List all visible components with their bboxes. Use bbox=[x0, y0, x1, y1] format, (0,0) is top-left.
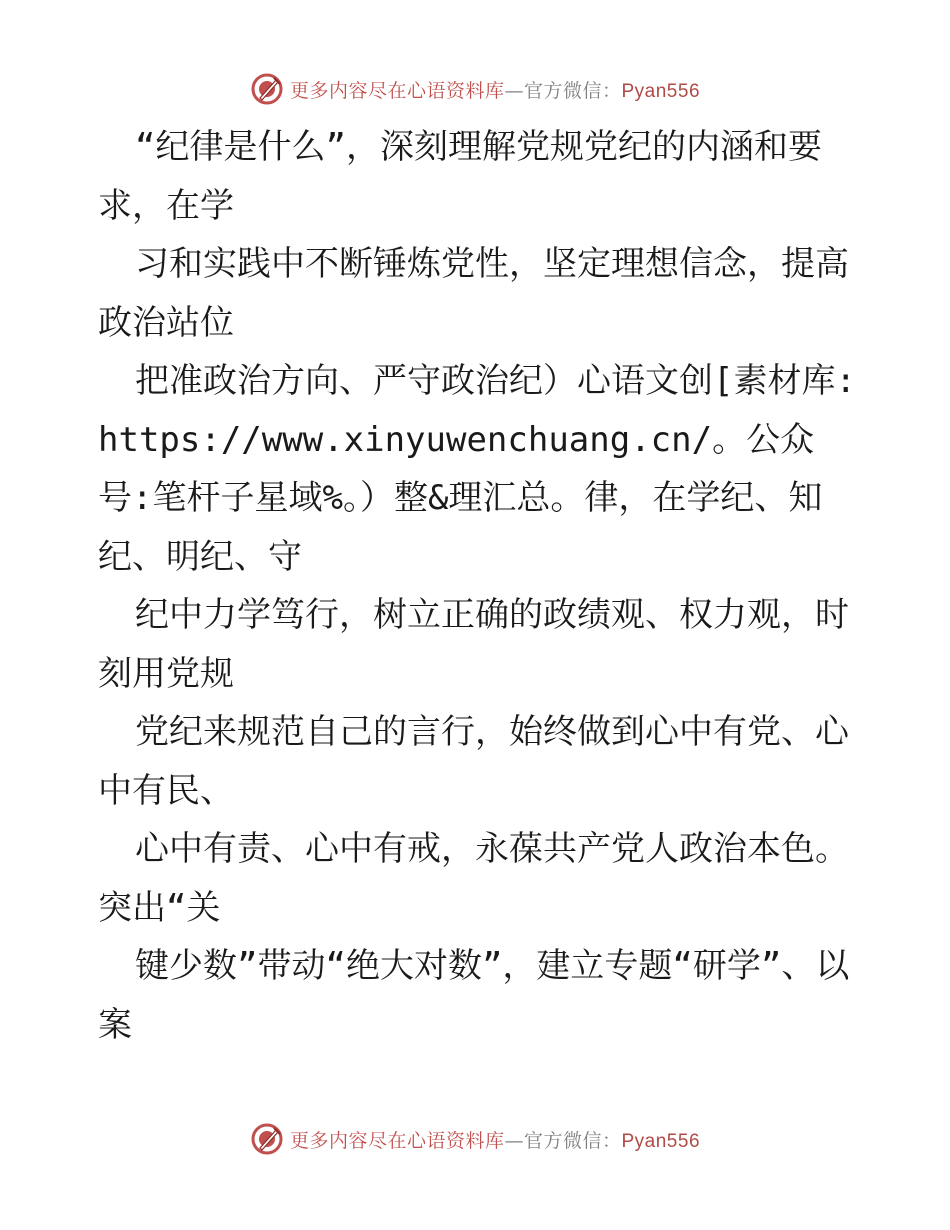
footer-brand-text: 更多内容尽在心语资料库 bbox=[289, 1129, 505, 1152]
footer-banner-text bbox=[290, 1126, 700, 1153]
paragraph-2: 习和实践中不断锤炼党性，坚定理想信念，提高政治站位 bbox=[98, 244, 849, 343]
page-header-banner bbox=[0, 72, 950, 106]
header-brand-text: 更多内容尽在心语资料库 bbox=[289, 79, 505, 102]
page-footer-banner bbox=[0, 1122, 950, 1156]
paragraph-4: 纪中力学笃行，树立正确的政绩观、权力观，时刻用党规 bbox=[98, 595, 849, 694]
footer-dash: — bbox=[504, 1129, 524, 1152]
paragraph-5: 党纪来规范自己的言行，始终做到心中有党、心中有民、 bbox=[98, 712, 849, 811]
header-dash: — bbox=[504, 79, 524, 102]
header-wechat-label: 官方微信： bbox=[523, 79, 622, 102]
brand-logo-icon bbox=[250, 72, 284, 106]
footer-wechat-id: Pyan556 bbox=[621, 1130, 701, 1152]
footer-wechat-label: 官方微信： bbox=[523, 1129, 622, 1152]
header-wechat-id: Pyan556 bbox=[621, 80, 701, 102]
paragraph-1: “纪律是什么”，深刻理解党规党纪的内涵和要求，在学 bbox=[98, 127, 822, 226]
paragraph-6: 心中有责、心中有戒，永葆共产党人政治本色。突出“关 bbox=[98, 829, 849, 928]
document-body bbox=[98, 118, 877, 1054]
paragraph-3: 把准政治方向、严守政治纪）心语文创[素材库: https://www.xinyuwenchuang.cn/。公众号:笔杆子星域%。）整&理汇总。律，在学纪、知纪、明纪、守 bbox=[98, 361, 877, 577]
paragraph-7: 键少数”带动“绝大对数”，建立专题“研学”、以案 bbox=[98, 946, 850, 1045]
header-banner-text bbox=[290, 76, 700, 103]
brand-logo-icon bbox=[250, 1122, 284, 1156]
